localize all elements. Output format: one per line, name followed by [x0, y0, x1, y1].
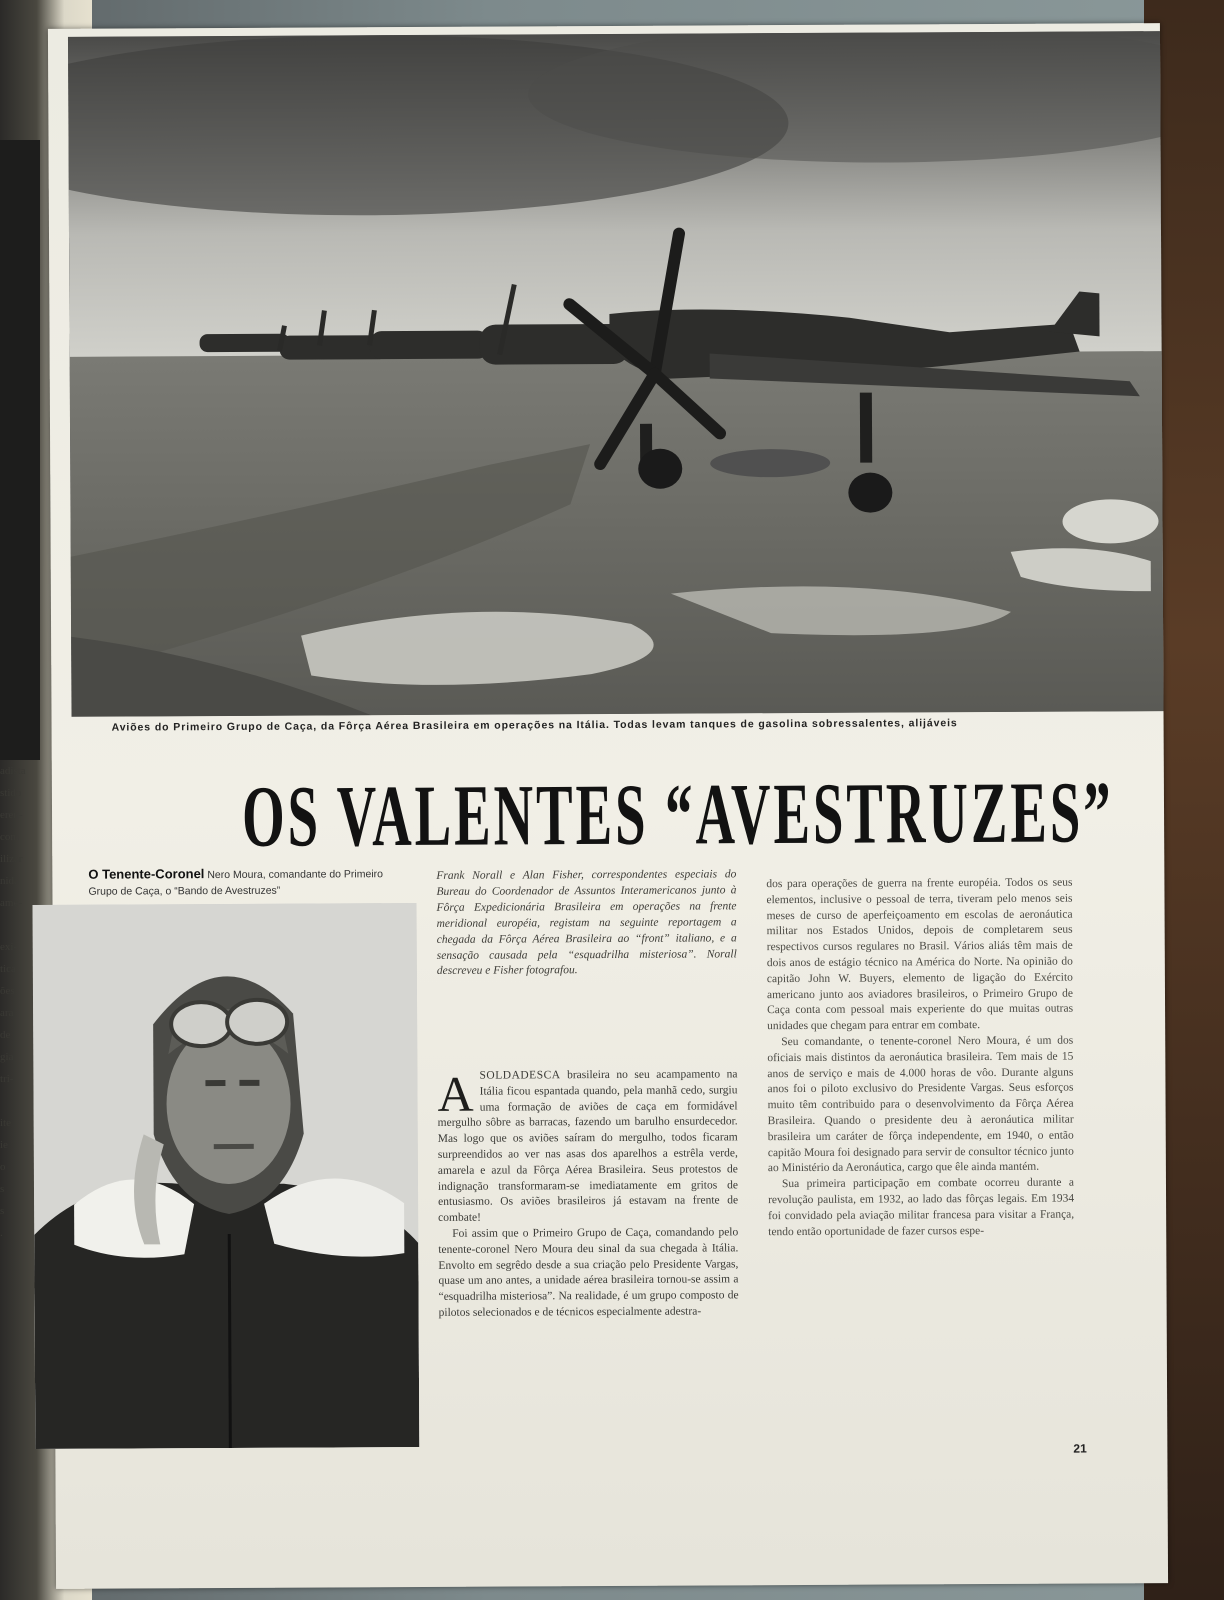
portrait-caption-text: Nero Moura, comandante do Primeiro Grupo de Caça, o “Bando de Avestruzes”: [88, 868, 384, 898]
article-column-2: [766, 876, 1074, 1241]
previous-page-fragment: tri-: [0, 1073, 14, 1085]
previous-page-text: [0, 760, 32, 1320]
magazine-page: [48, 23, 1168, 1589]
previous-page-fragment: ilizar: [0, 853, 23, 865]
previous-page-fragment: ara: [0, 1007, 14, 1019]
portrait-caption-lead: O Tenente-Coronel: [88, 866, 205, 882]
intro-paragraph: Frank Norall e Alan Fisher, correspondentes especiais do Bureau do Coordenador de Assuntos Interamericanos junto à Fôrça Expedicionária Brasileira em operações na frente meridional européia, registam na seguinte reportagem a chegada da Fôrça Aérea Brasileira ao “front” italiano, e a sensação causada pela “esquadrilha misteriosa”. Norall descreveu e Fisher fotografou.: [436, 868, 737, 978]
photo-caption: Aviões do Primeiro Grupo de Caça, da Fôrça Aérea Brasileira em operações na Itália. Todas levam tanques de gasolina sobressalentes, alijáveis: [111, 717, 958, 734]
previous-page-fragment: o: [0, 1161, 6, 1173]
airfield-photo: [68, 31, 1164, 717]
previous-page-fragment: adista: [0, 765, 26, 777]
article-paragraph: Sua primeira participação em combate ocorreu durante a revolução paulista, em 1932, ao lado das fôrças legais. Em 1934 foi convidado pela aviação militar francesa para visitar a França, tendo então oportunidade de fazer cursos espe-: [768, 1176, 1075, 1238]
previous-page-photo: [0, 140, 40, 760]
previous-page-fragment: ite: [0, 1117, 11, 1129]
article-paragraph: dos para operações de guerra na frente européia. Todos os seus elementos, inclusive o pessoal de terra, tiveram pelo menos seis meses de curso de aperfeiçoamento em escolas de aeronáutica militar nos Estados Unidos, depois de completarem seus respectivos cursos regulares no Brasil. Vários aliás têm mais de dois anos de estágio técnico na América do Norte. Na opinião do capitão John W. Buyers, elemento de ligação do Exército americano junto aos aviadores brasileiros, o Primeiro Grupo de Caça conta com pessoal mais experiente do que muitas outras unidades que chegam para entrar em combate.: [766, 876, 1074, 1033]
previous-page-fragment: ões: [0, 985, 15, 997]
previous-page-fragment: exi-: [0, 941, 18, 953]
article-paragraph: [437, 1067, 738, 1227]
paragraph-text: brasileira no seu acampamento na Itália ficou espantada quando, pela manhã cedo, surgiu uma formação de aviões de caça em formidável mergulho sôbre as barracas, fazendo um barulho ensurdecedor. Mas logo que os aviões saíram do mergulho, todos ficaram surpreendidos ao ver nas asas dos aparelhos a estrêla verde, amarela e azul da Fôrça Aérea Brasileira. Seus protestos de indignação transformaram-se imediatamente em gritos de entusiasmo. Os aviões brasileiros já estavam na frente de combate!: [437, 1068, 739, 1225]
article-paragraph: Foi assim que o Primeiro Grupo de Caça, comandando pelo tenente-coronel Nero Moura deu sinal da sua chegada à Itália. Envolto em segrêdo desde a sua criação pelo Presidente Vargas, quase um ano antes, a unidade aérea brasileira tornou-se assim a “esquadrilha misteriosa”. Na realidade, é um grupo composto de pilotos selecionados e de técnicos especialmente adestra-: [438, 1226, 739, 1319]
previous-page-fragment: tica: [0, 963, 16, 975]
previous-page-fragment: .: [0, 1227, 3, 1239]
previous-page-fragment: s: [0, 1183, 5, 1195]
previous-page-fragment: com: [0, 831, 19, 843]
previous-page-fragment: stido: [0, 787, 22, 799]
previous-page-fragment: eren-: [0, 809, 23, 821]
previous-page-fragment: ame-: [0, 897, 22, 909]
previous-page-fragment: gia: [0, 1051, 14, 1063]
commander-portrait: [33, 903, 420, 1449]
previous-page-fragment: s: [0, 1205, 5, 1217]
drop-cap: A: [437, 1065, 474, 1122]
previous-page-fragment: [0, 1090, 32, 1112]
previous-page-fragment: [0, 914, 32, 936]
previous-page-fragment: de: [0, 1029, 11, 1041]
article-paragraph: Seu comandante, o tenente-coronel Nero Moura, é um dos oficiais mais distintos da aeronáutica brasileira. Tem mais de 15 anos de serviço e mais de 4.000 horas de vôo. Durante alguns anos foi o piloto exclusivo do Presidente Vargas. Seus esforços muito têm contribuido para o desenvolvimento da Fôrça Aérea Brasileira. Quando o presidente deu à aeronáutica militar brasileira um caráter de fôrça independente, em 1940, o então capitão Moura foi designado para servir de consultor técnico junto ao Ministério da Aeronáutica, cargo que êle ainda mantém.: [767, 1034, 1074, 1175]
previous-page-fragment: nida: [0, 875, 19, 887]
portrait-caption: [88, 865, 414, 900]
headline: OS VALENTES “AVESTRUZES”: [241, 764, 1114, 866]
article-column-1: [437, 1067, 738, 1321]
previous-page-fragment: ie: [0, 1139, 8, 1151]
page-number: 21: [1073, 1441, 1087, 1456]
lead-caps: SOLDADESCA: [479, 1069, 561, 1082]
